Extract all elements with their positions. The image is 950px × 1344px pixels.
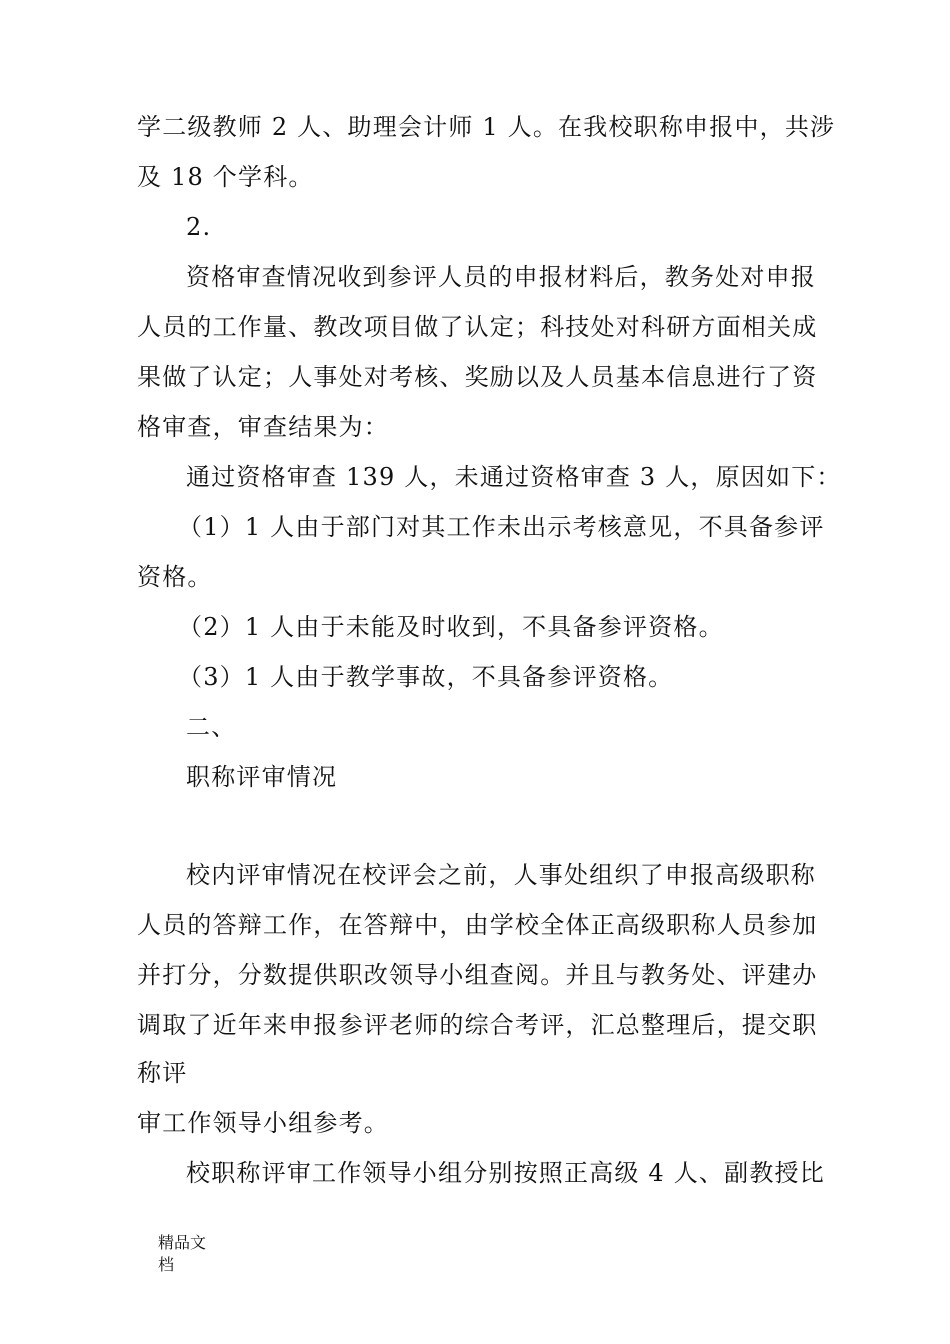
- text-line-6: 果做了认定；人事处对考核、奖励以及人员基本信息进行了资: [137, 363, 818, 391]
- text-line-17: 并打分，分数提供职改领导小组查阅。并且与教务处、评建办: [137, 961, 818, 989]
- list-item-2: （2）1 人由于未能及时收到，不具备参评资格。: [178, 613, 724, 641]
- list-item-1: （1）1 人由于部门对其工作未出示考核意见，不具备参评: [178, 513, 825, 541]
- section-heading: 职称评审情况: [186, 763, 338, 791]
- text-line-10: 资格。: [137, 563, 213, 591]
- text-line-16: 人员的答辩工作，在答辩中，由学校全体正高级职称人员参加: [137, 911, 818, 939]
- text-line-5: 人员的工作量、教改项目做了认定；科技处对科研方面相关成: [137, 313, 818, 341]
- text-line-18: 调取了近年来申报参评老师的综合考评，汇总整理后，提交职: [137, 1011, 818, 1039]
- text-line-7: 格审查，审查结果为：: [137, 413, 389, 441]
- footer-note: 精品文档: [158, 1233, 207, 1274]
- text-line-8: 通过资格审查 139 人，未通过资格审查 3 人，原因如下：: [186, 463, 842, 491]
- section-number: 2.: [186, 213, 212, 241]
- text-line-1: 学二级教师 2 人、助理会计师 1 人。在我校职称申报中，共涉: [137, 113, 836, 141]
- text-line-15: 校内评审情况在校评会之前，人事处组织了申报高级职称: [186, 861, 816, 889]
- text-line-4: 资格审查情况收到参评人员的申报材料后，教务处对申报: [186, 263, 816, 291]
- list-item-3: （3）1 人由于教学事故，不具备参评资格。: [178, 663, 674, 691]
- section-heading-number: 二、: [186, 713, 237, 741]
- text-line-20: 审工作领导小组参考。: [137, 1109, 389, 1137]
- text-line-19: 称评: [137, 1059, 188, 1087]
- text-line-2: 及 18 个学科。: [137, 163, 314, 191]
- text-line-21: 校职称评审工作领导小组分别按照正高级 4 人、副教授比: [186, 1159, 825, 1187]
